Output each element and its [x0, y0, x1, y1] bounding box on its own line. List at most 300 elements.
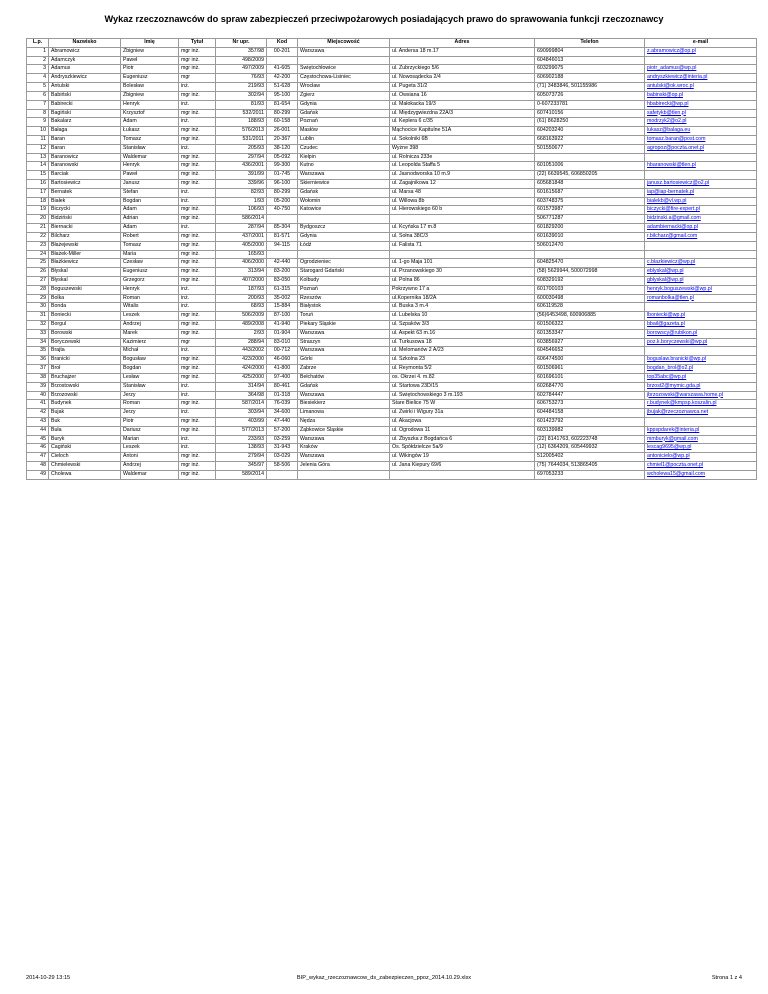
cell-kod: 41-605 — [267, 65, 298, 74]
cell-telefon: 506012470 — [535, 241, 645, 250]
cell-email[interactable]: henryk.boguszewski@wp.pl — [645, 285, 757, 294]
cell-kod: 42-440 — [267, 259, 298, 268]
cell-imie: Adrian — [121, 215, 179, 224]
cell-telefon: 601829200 — [535, 224, 645, 233]
cell-miejscowosc: Lublin — [298, 135, 390, 144]
table-row — [27, 417, 757, 426]
cell-kod: 41-940 — [267, 321, 298, 330]
cell-telefon: 606902188 — [535, 74, 645, 83]
cell-adres: ul. Hierowskiego 60 b — [390, 206, 535, 215]
cell-lp: 19 — [27, 206, 49, 215]
cell-tytul: mgr inż. — [179, 426, 216, 435]
cell-email[interactable]: bogdan_brol@o2.pl — [645, 365, 757, 374]
cell-tytul: inż. — [179, 435, 216, 444]
cell-email[interactable]: tomasz.baran@post.com — [645, 135, 757, 144]
cell-nazwisko: Bilcharz — [49, 232, 121, 241]
cell-nr-upr: 532/2011 — [216, 109, 267, 118]
cell-telefon — [535, 250, 645, 259]
table-row — [27, 321, 757, 330]
cell-adres: ul. Marsa 48 — [390, 188, 535, 197]
cell-adres: ul. Aspekt 63 m.16 — [390, 329, 535, 338]
cell-imie: Krzysztof — [121, 109, 179, 118]
cell-tytul: mgr inż. — [179, 356, 216, 365]
cell-tytul: mgr inż. — [179, 250, 216, 259]
cell-telefon: (75) 7644034, 513865405 — [535, 462, 645, 471]
cell-telefon: 607410156 — [535, 109, 645, 118]
cell-kod — [267, 56, 298, 65]
cell-kod: 34-600 — [267, 409, 298, 418]
cell-lp: 8 — [27, 109, 49, 118]
cell-email[interactable]: mmburyk@gmail.com — [645, 435, 757, 444]
cell-email[interactable]: gblyskal@wp.pl — [645, 276, 757, 285]
cell-imie: Kazimierz — [121, 338, 179, 347]
cell-nr-upr: 81/93 — [216, 100, 267, 109]
cell-tytul: mgr inż. — [179, 109, 216, 118]
cell-email[interactable]: lboniecki@wp.pl — [645, 312, 757, 321]
cell-nr-upr: 68/93 — [216, 303, 267, 312]
cell-nazwisko: Bonda — [49, 303, 121, 312]
cell-lp: 42 — [27, 409, 49, 418]
cell-tytul: inż. — [179, 100, 216, 109]
cell-email[interactable]: modrzyk2@o2.pl — [645, 118, 757, 127]
cell-miejscowosc: Kutno — [298, 162, 390, 171]
cell-miejscowosc: Warszawa — [298, 435, 390, 444]
cell-kod: 00-712 — [267, 347, 298, 356]
cell-lp: 26 — [27, 268, 49, 277]
cell-telefon: 606474500 — [535, 356, 645, 365]
cell-nazwisko: Babirecki — [49, 100, 121, 109]
cell-nazwisko: Boguszewski — [49, 285, 121, 294]
cell-telefon: 601639010 — [535, 232, 645, 241]
cell-kod — [267, 470, 298, 479]
cell-kod: 42-200 — [267, 74, 298, 83]
cell-email[interactable]: iap@iap-bernatek.pl — [645, 188, 757, 197]
cell-nr-upr: 138/93 — [216, 444, 267, 453]
cell-lp: 22 — [27, 232, 49, 241]
cell-nr-upr: 436/2001 — [216, 162, 267, 171]
cell-adres: ul. Akacjowa — [390, 417, 535, 426]
cell-adres: ul. Zagajnikowa 12 — [390, 180, 535, 189]
cell-imie: Marian — [121, 435, 179, 444]
cell-nr-upr: 391/99 — [216, 171, 267, 180]
cell-miejscowosc: Masłów — [298, 127, 390, 136]
cell-kod: 40-750 — [267, 206, 298, 215]
cell-lp: 45 — [27, 435, 49, 444]
cell-kod: 76-039 — [267, 400, 298, 409]
cell-lp: 43 — [27, 417, 49, 426]
cell-nazwisko: Abramowicz — [49, 47, 121, 56]
cell-lp: 4 — [27, 74, 49, 83]
cell-email[interactable]: r.bilcharz@gmail.com — [645, 232, 757, 241]
col-header-nazwisko: Nazwisko — [49, 39, 121, 48]
cell-tytul: inż. — [179, 285, 216, 294]
cell-telefon: 601506961 — [535, 365, 645, 374]
cell-tytul: mgr inż. — [179, 180, 216, 189]
cell-email[interactable]: andryszkiewicz@interia.pl — [645, 74, 757, 83]
cell-email[interactable]: bialekb@vl.wp.pl — [645, 197, 757, 206]
cell-adres: ul. Melomanów 2 A/23 — [390, 347, 535, 356]
cell-email[interactable]: brzost2@mymic.gda.pl — [645, 382, 757, 391]
cell-adres: ul. Zubrzyckiego 5/6 — [390, 65, 535, 74]
cell-nr-upr: 425/2000 — [216, 373, 267, 382]
cell-tytul: mgr inż. — [179, 268, 216, 277]
cell-lp: 48 — [27, 462, 49, 471]
cell-nr-upr: 498/2009 — [216, 56, 267, 65]
cell-tytul: mgr inż. — [179, 206, 216, 215]
cell-email[interactable]: bidzinski.a@gmail.com — [645, 215, 757, 224]
table-row — [27, 206, 757, 215]
cell-nr-upr: 76/93 — [216, 74, 267, 83]
cell-lp: 31 — [27, 312, 49, 321]
cell-email[interactable]: r.budynek@kmpsp.koszalin.pl — [645, 400, 757, 409]
cell-miejscowosc: Kraków — [298, 444, 390, 453]
cell-miejscowosc: Częstochowa-Lisiniec — [298, 74, 390, 83]
cell-nr-upr: 586/2014 — [216, 215, 267, 224]
cell-email — [645, 417, 757, 426]
cell-nazwisko: Babiński — [49, 91, 121, 100]
cell-imie: Paweł — [121, 171, 179, 180]
cell-lp: 1 — [27, 47, 49, 56]
cell-nr-upr: 407/2000 — [216, 276, 267, 285]
cell-kod: 97-400 — [267, 373, 298, 382]
cell-adres: ul. Turkusowa 18 — [390, 338, 535, 347]
cell-imie: Tomasz — [121, 241, 179, 250]
cell-lp: 35 — [27, 347, 49, 356]
cell-telefon: 690999804 — [535, 47, 645, 56]
cell-miejscowosc: Limanowa — [298, 409, 390, 418]
cell-telefon: 604484158 — [535, 409, 645, 418]
cell-lp: 38 — [27, 373, 49, 382]
cell-email[interactable]: wcholewa15@gmail.com — [645, 470, 757, 479]
cell-imie: Adam — [121, 224, 179, 233]
cell-miejscowosc — [298, 250, 390, 259]
cell-imie: Roman — [121, 400, 179, 409]
cell-email[interactable]: biczycki@fire-expert.pl — [645, 206, 757, 215]
cell-lp: 23 — [27, 241, 49, 250]
cell-tytul: mgr inż. — [179, 215, 216, 224]
cell-adres: ul. Świętochowskiego 3 m.193 — [390, 391, 535, 400]
cell-kod: 80-461 — [267, 382, 298, 391]
cell-tytul: mgr inż. — [179, 453, 216, 462]
cell-kod: 20-367 — [267, 135, 298, 144]
cell-adres: ul. Nowosądecka 2/4 — [390, 74, 535, 83]
cell-email[interactable]: c.blazkiewicz@wp.pl — [645, 259, 757, 268]
cell-lp: 5 — [27, 83, 49, 92]
cell-adres: ul. Owsiana 16 — [390, 91, 535, 100]
cell-miejscowosc: Toruń — [298, 312, 390, 321]
table-row — [27, 435, 757, 444]
cell-nr-upr: 188/93 — [216, 118, 267, 127]
cell-imie: Bogdan — [121, 197, 179, 206]
cell-kod: 80-299 — [267, 188, 298, 197]
table-row — [27, 382, 757, 391]
cell-email — [645, 153, 757, 162]
cell-kod — [267, 215, 298, 224]
cell-email[interactable]: lescag9695@wp.pl — [645, 444, 757, 453]
table-row — [27, 188, 757, 197]
cell-miejscowosc: Warszawa — [298, 329, 390, 338]
cell-kod: 83-200 — [267, 268, 298, 277]
cell-tytul: mgr inż. — [179, 65, 216, 74]
cell-email[interactable]: antonicielo@wp.pl — [645, 453, 757, 462]
cell-nr-upr: 489/2008 — [216, 321, 267, 330]
cell-imie: Stanisław — [121, 382, 179, 391]
cell-tytul: mgr — [179, 338, 216, 347]
table-row — [27, 250, 757, 259]
cell-telefon: 668163922 — [535, 135, 645, 144]
table-row — [27, 171, 757, 180]
cell-email[interactable]: romanbolka@tlen.pl — [645, 294, 757, 303]
cell-kod: 41-800 — [267, 365, 298, 374]
cell-tytul: mgr inż. — [179, 91, 216, 100]
cell-adres: ul. Sołna 38C/3 — [390, 232, 535, 241]
cell-imie: Bolesław — [121, 83, 179, 92]
cell-adres: ul. Willowa 8b — [390, 197, 535, 206]
cell-imie: Czesław — [121, 259, 179, 268]
cell-email[interactable]: janusz.bartosiewicz@o2.pl — [645, 180, 757, 189]
cell-email[interactable]: antulski@ok.wroc.pl — [645, 83, 757, 92]
cell-lp: 13 — [27, 153, 49, 162]
cell-adres: ul.Kopernika 18/2A — [390, 294, 535, 303]
cell-lp: 34 — [27, 338, 49, 347]
cell-nr-upr: 302/94 — [216, 91, 267, 100]
cell-tytul: mgr inż. — [179, 417, 216, 426]
table-row — [27, 232, 757, 241]
cell-kod — [267, 250, 298, 259]
cell-kod: 83-010 — [267, 338, 298, 347]
cell-miejscowosc: Warszawa — [298, 47, 390, 56]
cell-miejscowosc: Gdynia — [298, 100, 390, 109]
cell-nazwisko: Błyskal — [49, 276, 121, 285]
cell-telefon: 604203240 — [535, 127, 645, 136]
cell-kod: 26-001 — [267, 127, 298, 136]
cell-tytul: mgr inż. — [179, 153, 216, 162]
cell-email[interactable]: poz.k.boryczewski@wp.pl — [645, 338, 757, 347]
cell-imie: Paweł — [121, 56, 179, 65]
cell-adres: ul. Kcyńska 17 m.8 — [390, 224, 535, 233]
cell-miejscowosc: Starogard Gdański — [298, 268, 390, 277]
cell-miejscowosc: Jelenia Góra — [298, 462, 390, 471]
cell-lp: 40 — [27, 391, 49, 400]
cell-email[interactable]: kppspdarek@interia.pl — [645, 426, 757, 435]
cell-miejscowosc: Bełchatów — [298, 373, 390, 382]
cell-imie: Marek — [121, 329, 179, 338]
cell-imie: Waldemar — [121, 470, 179, 479]
cell-imie: Lesław — [121, 373, 179, 382]
footer-date: 2014-10-29 13:15 — [26, 975, 71, 981]
cell-lp: 9 — [27, 118, 49, 127]
table-row — [27, 356, 757, 365]
cell-tytul: mgr inż. — [179, 135, 216, 144]
cell-lp: 37 — [27, 365, 49, 374]
cell-nazwisko: Boniecki — [49, 312, 121, 321]
cell-email[interactable]: adambiernacki@op.pl — [645, 224, 757, 233]
cell-lp: 28 — [27, 285, 49, 294]
cell-nr-upr: 165/93 — [216, 250, 267, 259]
cell-telefon: (12) 6364209, 605449932 — [535, 444, 645, 453]
cell-nr-upr: 437/2001 — [216, 232, 267, 241]
cell-miejscowosc: Gdańsk — [298, 188, 390, 197]
table-row — [27, 162, 757, 171]
cell-lp: 20 — [27, 215, 49, 224]
cell-miejscowosc: Białystok — [298, 303, 390, 312]
cell-lp: 39 — [27, 382, 49, 391]
footer-page-number: Strona 1 z 4 — [711, 975, 742, 981]
cell-telefon: (22) 6639545, 606850205 — [535, 171, 645, 180]
col-header-nr-upr: Nr upr. — [216, 39, 267, 48]
cell-lp: 12 — [27, 144, 49, 153]
cell-lp: 32 — [27, 321, 49, 330]
cell-email[interactable]: hbaranowski@tlen.pl — [645, 162, 757, 171]
cell-nazwisko: Baran — [49, 135, 121, 144]
cell-nr-upr: 497/2009 — [216, 65, 267, 74]
cell-miejscowosc: Gdańsk — [298, 109, 390, 118]
cell-miejscowosc: Warszawa — [298, 171, 390, 180]
cell-nazwisko: Cholewa — [49, 470, 121, 479]
cell-nazwisko: Buk — [49, 417, 121, 426]
page-title: Wykaz rzeczoznawców do spraw zabezpieczeń przeciwpożarowych posiadających prawo do sprawowania funkcji rzeczoznawcy — [104, 14, 664, 24]
col-header-adres: Adres — [390, 39, 535, 48]
cell-adres: ul. Andersa 18 m.17 — [390, 47, 535, 56]
cell-nazwisko: Bujak — [49, 409, 121, 418]
cell-adres: Mąchocice Kapitulne 51A — [390, 127, 535, 136]
cell-imie: Waldemar — [121, 153, 179, 162]
cell-lp: 36 — [27, 356, 49, 365]
cell-tytul: mgr inż. — [179, 127, 216, 136]
cell-miejscowosc: Górki — [298, 356, 390, 365]
cell-email — [645, 56, 757, 65]
cell-miejscowosc: Gdańsk — [298, 382, 390, 391]
cell-nazwisko: Baranowicz — [49, 153, 121, 162]
cell-lp: 3 — [27, 65, 49, 74]
cell-email[interactable]: jbrzozowski@warszawa.home.pl — [645, 391, 757, 400]
cell-adres: ul. Jasnodworska 10 m.9 — [390, 171, 535, 180]
cell-tytul: mgr inż. — [179, 373, 216, 382]
cell-nr-upr: 345/97 — [216, 462, 267, 471]
col-header-email: e-mail — [645, 39, 757, 48]
cell-email[interactable]: safetykb@tlen.pl — [645, 109, 757, 118]
cell-nazwisko: Bernatek — [49, 188, 121, 197]
cell-adres: ul. Przanowskiego 30 — [390, 268, 535, 277]
cell-email[interactable]: jbujak@rzeczoznawca.net — [645, 409, 757, 418]
cell-nr-upr: 200/93 — [216, 294, 267, 303]
cell-telefon: 605073726 — [535, 91, 645, 100]
cell-adres: ul. Falista 71 — [390, 241, 535, 250]
cell-email[interactable]: hbabirecki@wp.pl — [645, 100, 757, 109]
cell-imie: Dariusz — [121, 426, 179, 435]
cell-email[interactable]: lukasz@balaga.eu — [645, 127, 757, 136]
cell-miejscowosc: Warszawa — [298, 453, 390, 462]
cell-lp: 18 — [27, 197, 49, 206]
cell-imie: Bogdan — [121, 365, 179, 374]
cell-adres: ul. Szkolna 23 — [390, 356, 535, 365]
cell-miejscowosc: Zabrze — [298, 365, 390, 374]
cell-kod: 51-628 — [267, 83, 298, 92]
cell-nazwisko: Adamus — [49, 65, 121, 74]
cell-nazwisko: Błyskal — [49, 268, 121, 277]
cell-email[interactable]: eblyskal@wp.pl — [645, 268, 757, 277]
cell-email[interactable]: agropoz@poczta.onet.pl — [645, 144, 757, 153]
cell-nazwisko: Biernacki — [49, 224, 121, 233]
cell-kod: 83-050 — [267, 276, 298, 285]
cell-lp: 30 — [27, 303, 49, 312]
cell-nazwisko: Błażek-Miller — [49, 250, 121, 259]
cell-email — [645, 241, 757, 250]
cell-miejscowosc: Katowice — [298, 206, 390, 215]
table-row — [27, 153, 757, 162]
col-header-imie: Imię — [121, 39, 179, 48]
cell-tytul: mgr inż. — [179, 470, 216, 479]
table-row — [27, 144, 757, 153]
cell-nr-upr: 364/98 — [216, 391, 267, 400]
cell-adres — [390, 470, 535, 479]
cell-imie: Robert — [121, 232, 179, 241]
cell-email[interactable]: top35abc@wp.pl — [645, 373, 757, 382]
cell-email[interactable]: bbail@gazeta.pl — [645, 321, 757, 330]
cell-adres: ul. Buska 3 m.4 — [390, 303, 535, 312]
cell-email[interactable]: babinski@op.pl — [645, 91, 757, 100]
cell-email[interactable]: chmiel1@poczta.onet.pl — [645, 462, 757, 471]
cell-tytul: inż. — [179, 391, 216, 400]
cell-nr-upr: 106/93 — [216, 206, 267, 215]
cell-imie: Grzegorz — [121, 276, 179, 285]
cell-nr-upr: 313/94 — [216, 268, 267, 277]
cell-tytul: inż. — [179, 347, 216, 356]
footer-filename: BIP_wykaz_rzeczoznawcow_ds_zabezpieczen_ppoz_2014.10.29.xlsx — [296, 975, 472, 981]
cell-email[interactable]: z.abramowicz@op.pl — [645, 47, 757, 56]
cell-miejscowosc: Łódź — [298, 241, 390, 250]
cell-lp: 24 — [27, 250, 49, 259]
cell-telefon: 0-607233781 — [535, 100, 645, 109]
cell-nr-upr: 531/2011 — [216, 135, 267, 144]
cell-nr-upr: 576/2013 — [216, 127, 267, 136]
cell-miejscowosc: Kolbudy — [298, 276, 390, 285]
cell-lp: 11 — [27, 135, 49, 144]
cell-email[interactable]: borowscy@rubikon.pl — [645, 329, 757, 338]
cell-nazwisko: Błażejewski — [49, 241, 121, 250]
cell-tytul: mgr inż. — [179, 241, 216, 250]
cell-nazwisko: Antulski — [49, 83, 121, 92]
cell-nr-upr: 187/93 — [216, 285, 267, 294]
cell-miejscowosc: Skierniewice — [298, 180, 390, 189]
cell-email[interactable]: piotr_adamus@wp.pl — [645, 65, 757, 74]
cell-imie: Stefan — [121, 188, 179, 197]
cell-lp: 27 — [27, 276, 49, 285]
cell-miejscowosc: Czudec — [298, 144, 390, 153]
cell-adres: Stare Bielice 75 W — [390, 400, 535, 409]
cell-tytul: inż. — [179, 382, 216, 391]
cell-kod: 81-654 — [267, 100, 298, 109]
cell-nr-upr: 406/2000 — [216, 259, 267, 268]
table-row — [27, 91, 757, 100]
cell-nr-upr: 314/94 — [216, 382, 267, 391]
col-header-miejscowosc: Miejscowość — [298, 39, 390, 48]
cell-kod: 95-100 — [267, 91, 298, 100]
cell-adres: ul. Reymonta 5/2 — [390, 365, 535, 374]
cell-telefon: 512005402 — [535, 453, 645, 462]
cell-imie: Eugeniusz — [121, 268, 179, 277]
cell-imie: Henryk — [121, 285, 179, 294]
cell-lp: 2 — [27, 56, 49, 65]
table-row — [27, 453, 757, 462]
table-row — [27, 268, 757, 277]
cell-email[interactable]: boguslaw.branicki@wp.pl — [645, 356, 757, 365]
cell-tytul: mgr inż. — [179, 329, 216, 338]
table-row — [27, 400, 757, 409]
cell-adres: ul. Keplera 6 c/35 — [390, 118, 535, 127]
cell-nazwisko: Adamczyk — [49, 56, 121, 65]
cell-nazwisko: Biczycki — [49, 206, 121, 215]
